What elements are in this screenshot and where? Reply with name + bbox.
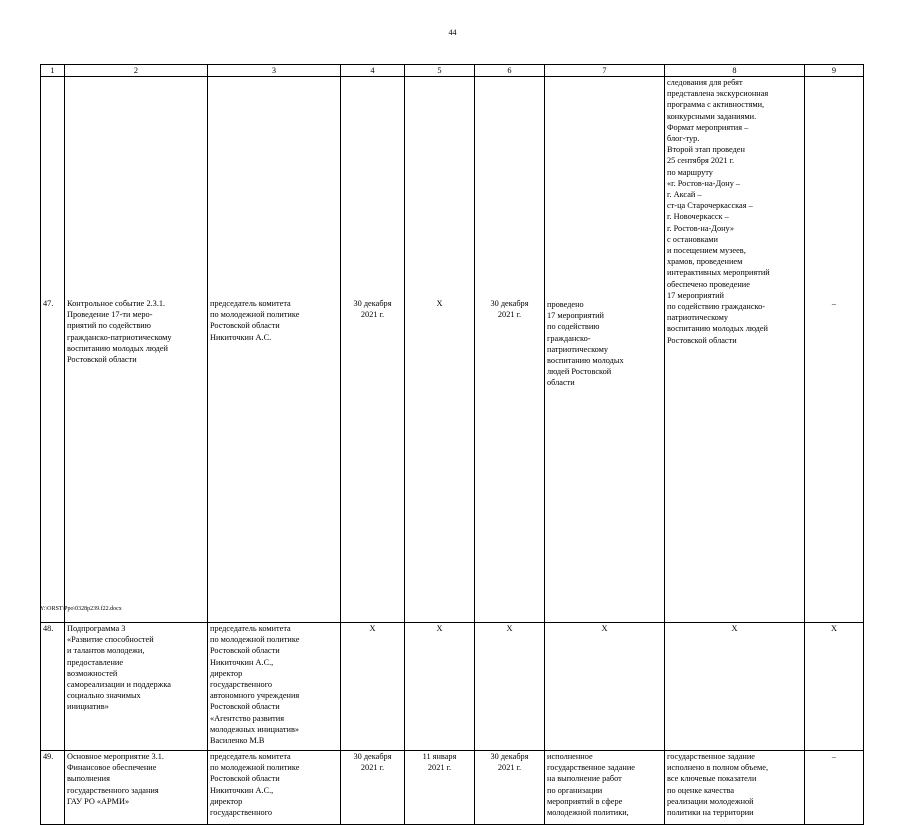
col-num-2: 2 (65, 65, 208, 77)
event-name: Подпрограмма 3 «Развитие способностей и талантов молодежи, предоставление возможностей самореализации и поддержка социально значимых инициатив» (65, 623, 208, 751)
planned-date: 30 декабря 2021 г. (341, 77, 405, 623)
row-number: 48. (41, 623, 65, 751)
deviation: Х (805, 623, 864, 751)
actual-result: государственное задание исполнено в полном объеме, все ключевые показатели по оценке качества реализации молодежной политики на территории (665, 751, 805, 825)
col-num-5: 5 (405, 65, 475, 77)
col-num-1: 1 (41, 65, 65, 77)
start-date: Х (405, 77, 475, 623)
deviation: – (805, 77, 864, 623)
table-row (41, 77, 864, 623)
actual-result: Х (665, 623, 805, 751)
end-date: Х (475, 623, 545, 751)
responsible-person: председатель комитета по молодежной политике Ростовской области Никиточкин А.С., директор государственного автономного учреждения Ростовской области «Агентство развития молодежных инициатив» Василенко М.В (208, 623, 341, 751)
table-row (41, 623, 864, 751)
start-date: Х (405, 623, 475, 751)
report-table (40, 64, 864, 825)
col-num-7: 7 (545, 65, 665, 77)
column-number-row (41, 65, 864, 77)
end-date: 30 декабря 2021 г. (475, 751, 545, 825)
event-name: Основное мероприятие 3.1. Финансовое обеспечение выполнения государственного задания ГАУ РО «АРМИ» (65, 751, 208, 825)
col-num-8: 8 (665, 65, 805, 77)
end-date: 30 декабря 2021 г. (475, 77, 545, 623)
col-num-4: 4 (341, 65, 405, 77)
planned-result: Х (545, 623, 665, 751)
responsible-person: председатель комитета по молодежной политике Ростовской области Никиточкин А.С. (208, 77, 341, 623)
start-date: 11 января 2021 г. (405, 751, 475, 825)
deviation: – (805, 751, 864, 825)
planned-date: 30 декабря 2021 г. (341, 751, 405, 825)
event-name: Контрольное событие 2.3.1. Проведение 17-ти меро- приятий по содействию гражданско-патриотическому воспитанию молодых людей Ростовской области (65, 77, 208, 623)
col-num-9: 9 (805, 65, 864, 77)
row-number: 47. (41, 77, 65, 623)
file-path-footer: Y:\ORST\Ppo\0328p239.f22.docx (40, 606, 122, 612)
planned-result: исполненное государственное задание на выполнение работ по организации мероприятий в сфере молодежной политики, (545, 751, 665, 825)
page-number: 44 (448, 28, 457, 37)
actual-result: следования для ребят представлена экскурсионная программа с активностями, конкурсными заданиями. Формат мероприятия – блог-тур. Второй этап проведен 25 сентября 2021 г. по маршруту «г. Ростов-на-Дону – г. Аксай – ст-ца Старочеркасская – г. Новочеркасск – г. Ростов-на-Дону» с остановками и посещением музеев, храмов, проведением интерактивных мероприятий обеспечено проведение 17 мероприятий по содействию гражданско- патриотическому воспитанию молодых людей Ростовской области (665, 77, 805, 623)
planned-date: Х (341, 623, 405, 751)
responsible-person: председатель комитета по молодежной политике Ростовской области Никиточкин А.С., директор государственного (208, 751, 341, 825)
col-num-3: 3 (208, 65, 341, 77)
planned-result: проведено 17 мероприятий по содействию гражданско- патриотическому воспитанию молодых людей Ростовской области (545, 77, 665, 623)
table-row (41, 751, 864, 825)
row-number: 49. (41, 751, 65, 825)
col-num-6: 6 (475, 65, 545, 77)
